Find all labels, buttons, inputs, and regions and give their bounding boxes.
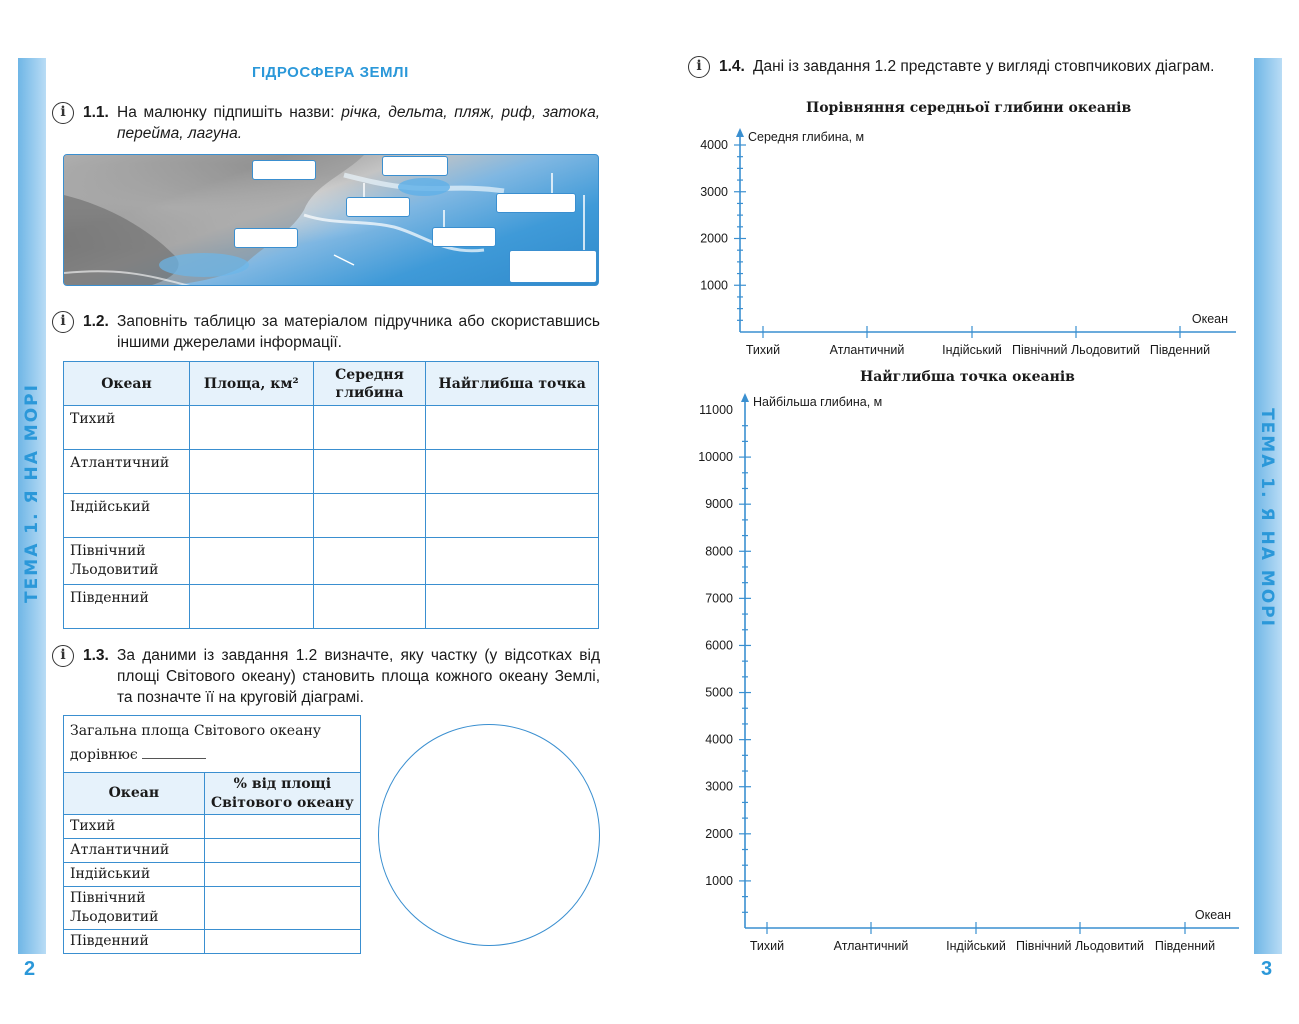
input-cell[interactable] <box>426 585 599 629</box>
total-area-label: Загальна площа Світового океану дорівнює <box>70 723 322 763</box>
label-box[interactable] <box>234 228 298 248</box>
ocean-name-cell: Північний Льодовитий <box>64 538 190 585</box>
input-cell[interactable] <box>189 585 313 629</box>
x-tick-label: Північний Льодовитий <box>1016 939 1144 953</box>
table-header-row <box>64 362 599 406</box>
task-terms: річка, дельта, пляж, риф, затока, перейма, лагуна. <box>117 104 600 142</box>
y-tick-label: 11000 <box>699 403 733 417</box>
x-tick-label: Атлантичний <box>833 939 909 953</box>
ocean-name-cell: Атлантичний <box>64 839 205 863</box>
chart-title: Найглибша точка океанів <box>860 369 1075 385</box>
table-row <box>64 863 361 887</box>
max-depth-chart[interactable] <box>690 390 1246 958</box>
percent-table <box>63 715 361 954</box>
ocean-name-cell: Індійський <box>64 494 190 538</box>
ocean-name-cell: Південний <box>64 930 205 954</box>
input-cell[interactable] <box>204 887 360 930</box>
table-row <box>64 887 361 930</box>
input-cell[interactable] <box>189 494 313 538</box>
chart-title: Порівняння середньої глибини океанів <box>806 100 1132 116</box>
table-row <box>64 450 599 494</box>
y-tick-label: 3000 <box>700 184 728 199</box>
y-tick-label: 6000 <box>705 638 733 653</box>
side-label-left: ТЕМА 1. Я НА МОРІ <box>22 383 42 603</box>
ocean-table <box>63 361 599 629</box>
y-axis-arrow <box>736 128 744 137</box>
y-axis-label: Середня глибина, м <box>748 130 865 144</box>
task-1-3 <box>52 645 600 711</box>
page-number-right: 3 <box>1261 958 1273 980</box>
table-row <box>64 839 361 863</box>
total-area-cell <box>64 716 361 773</box>
ocean-name-cell: Індійський <box>64 863 205 887</box>
x-tick-label: Індійський <box>946 939 1006 953</box>
info-icon: i <box>52 311 74 333</box>
input-cell[interactable] <box>313 538 426 585</box>
table-header: Океан <box>64 773 205 815</box>
y-tick-label: 1000 <box>705 873 733 888</box>
input-cell[interactable] <box>426 450 599 494</box>
y-tick-label: 2000 <box>700 231 728 246</box>
input-cell[interactable] <box>189 538 313 585</box>
label-box[interactable] <box>509 250 597 283</box>
total-area-blank[interactable] <box>142 747 206 759</box>
label-box[interactable] <box>496 193 576 213</box>
x-tick-label: Індійський <box>942 343 1002 357</box>
task-text: Дані із завдання 1.2 представте у вигляді стовпчикових діаграм. <box>753 58 1215 75</box>
table-row <box>64 538 599 585</box>
y-tick-label: 4000 <box>705 732 733 747</box>
y-axis-label: Найбільша глибина, м <box>753 395 883 409</box>
y-tick-label: 8000 <box>705 544 733 559</box>
ocean-name-cell: Південний <box>64 585 190 629</box>
task-number: 1.4. <box>719 58 745 75</box>
label-box[interactable] <box>382 156 448 176</box>
side-label-right: ТЕМА 1. Я НА МОРІ <box>1257 408 1277 628</box>
avg-depth-chart[interactable] <box>690 122 1246 362</box>
table-header: Океан <box>64 362 190 406</box>
input-cell[interactable] <box>313 585 426 629</box>
task-1-4 <box>688 56 1248 102</box>
y-tick-label: 3000 <box>705 779 733 794</box>
label-box[interactable] <box>346 197 410 217</box>
task-1-1 <box>52 102 600 148</box>
table-header: Площа, км² <box>189 362 313 406</box>
table-row <box>64 406 599 450</box>
task-text: На малюнку підпишіть назви: річка, дельта, пляж, риф, затока, перейма, лагуна. <box>117 104 600 142</box>
input-cell[interactable] <box>313 494 426 538</box>
y-axis-arrow <box>741 393 749 402</box>
table-row <box>64 815 361 839</box>
task-number: 1.1. <box>83 104 109 121</box>
table-header-row <box>64 773 361 815</box>
label-box[interactable] <box>252 160 316 180</box>
table-header: Середня глибина <box>313 362 426 406</box>
coastline-photo <box>63 154 599 286</box>
x-tick-label: Атлантичний <box>829 343 905 357</box>
table-row <box>64 585 599 629</box>
x-tick-label: Північний Льодовитий <box>1012 343 1140 357</box>
pie-chart-circle[interactable] <box>378 724 600 946</box>
ocean-name-cell: Атлантичний <box>64 450 190 494</box>
input-cell[interactable] <box>204 839 360 863</box>
x-tick-label: Південний <box>1154 939 1216 953</box>
info-icon: i <box>688 56 710 78</box>
input-cell[interactable] <box>426 538 599 585</box>
y-tick-label: 4000 <box>700 138 728 152</box>
task-text: Заповніть таблицю за матеріалом підручника або скориставшись іншими джерелами інформації. <box>117 313 600 351</box>
y-tick-label: 2000 <box>705 826 733 841</box>
x-tick-label: Тихий <box>749 939 785 953</box>
x-axis-label: Океан <box>1194 908 1231 922</box>
x-tick-label: Південний <box>1149 343 1211 357</box>
section-title: ГІДРОСФЕРА ЗЕМЛІ <box>252 64 409 81</box>
input-cell[interactable] <box>204 930 360 954</box>
table-header: % від площі Світового океану <box>204 773 360 815</box>
info-icon: i <box>52 102 74 124</box>
x-axis-label: Океан <box>1191 312 1228 326</box>
task-number: 1.2. <box>83 313 109 330</box>
task-text: За даними із завдання 1.2 визначте, яку частку (у відсотках від площі Світового океану) становить площа кожного океану Землі, та позначте її на круговій діаграмі. <box>117 647 600 706</box>
y-tick-label: 1000 <box>700 278 728 293</box>
y-tick-label: 7000 <box>705 591 733 606</box>
ocean-name-cell: Тихий <box>64 406 190 450</box>
ocean-name-cell: Північний Льодовитий <box>64 887 205 930</box>
x-tick-label: Тихий <box>745 343 781 357</box>
table-row <box>64 494 599 538</box>
input-cell[interactable] <box>189 406 313 450</box>
input-cell[interactable] <box>313 406 426 450</box>
input-cell[interactable] <box>189 450 313 494</box>
table-header: Найглибша точка <box>426 362 599 406</box>
info-icon: i <box>52 645 74 667</box>
input-cell[interactable] <box>313 450 426 494</box>
page-number-left: 2 <box>24 958 36 980</box>
input-cell[interactable] <box>204 863 360 887</box>
task-number: 1.3. <box>83 647 109 664</box>
y-tick-label: 5000 <box>705 685 733 700</box>
input-cell[interactable] <box>204 815 360 839</box>
input-cell[interactable] <box>426 494 599 538</box>
y-tick-label: 9000 <box>705 497 733 512</box>
table-row <box>64 930 361 954</box>
task-1-2 <box>52 311 600 357</box>
ocean-name-cell: Тихий <box>64 815 205 839</box>
input-cell[interactable] <box>426 406 599 450</box>
total-row <box>64 716 361 773</box>
y-tick-label: 10000 <box>698 450 733 465</box>
label-box[interactable] <box>432 227 496 247</box>
